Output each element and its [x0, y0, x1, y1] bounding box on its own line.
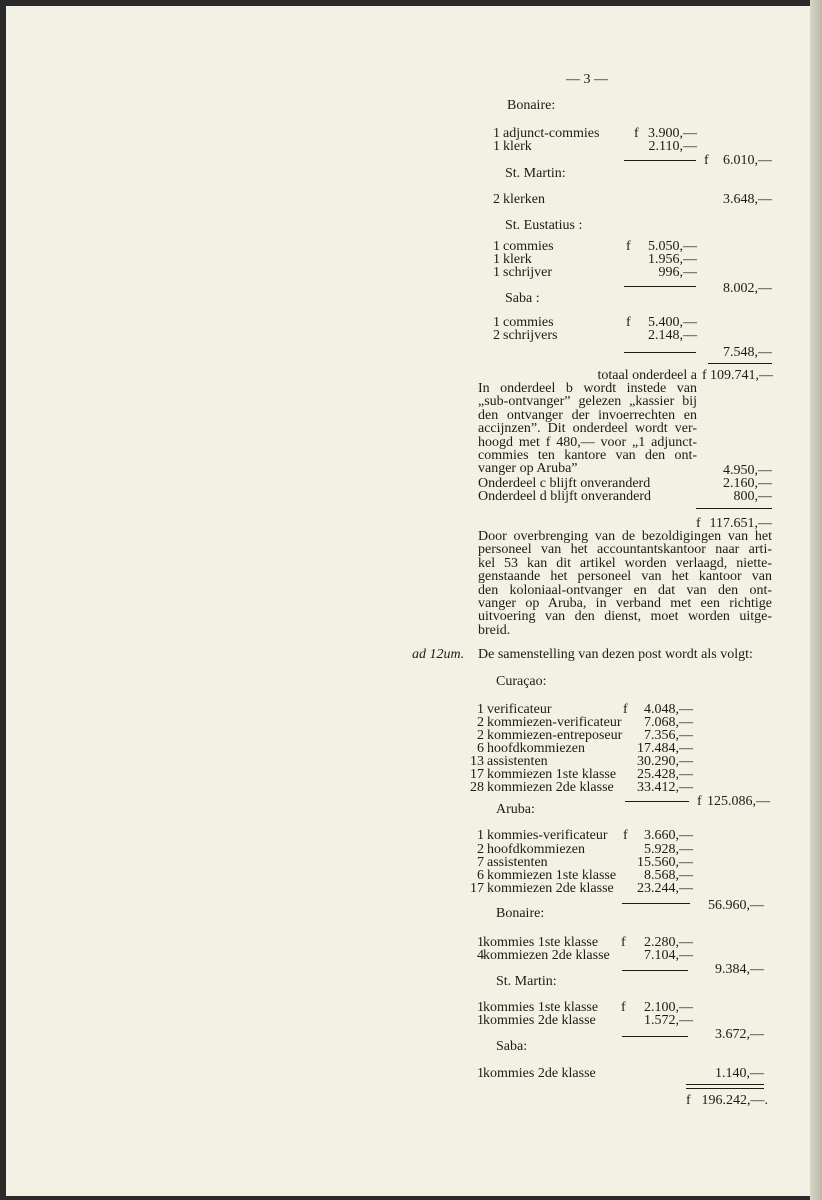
qty: 2 — [493, 328, 500, 343]
margin-note: ad 12um. — [412, 647, 465, 662]
grand-total-amount: 196.242,—. — [701, 1093, 768, 1108]
sum-rule — [625, 801, 689, 802]
total-amount: 109.741,— — [710, 368, 773, 383]
qty: 6 — [477, 741, 484, 756]
subtotal-amount: 125.086,— — [707, 794, 770, 809]
row-label: klerk — [503, 252, 532, 267]
qty: 2 — [477, 715, 484, 730]
row-amount: 30.290,— — [637, 754, 693, 769]
onderdeel-c-label: Onderdeel c blijft onveranderd — [478, 476, 651, 491]
row-amount: 3.660,— — [644, 828, 693, 843]
row-amount: 7.356,— — [644, 728, 693, 743]
section-heading-st-eustatius: St. Eustatius : — [505, 218, 583, 233]
row-amount: 5.400,— — [648, 315, 697, 330]
qty: 1 — [477, 1066, 484, 1081]
qty: 1 — [493, 239, 500, 254]
subtotal-amount: 7.548,— — [723, 345, 772, 360]
paragraph-line: In onderdeel b wordt instede van — [478, 381, 697, 396]
paragraph-line: kel 53 kan dit artikel worden verlaagd, niette- — [478, 555, 772, 571]
page-edge — [810, 0, 822, 1200]
paragraph-line: uitvoering van den dienst, moet worden uitge- — [478, 609, 772, 625]
row-amount: 15.560,— — [637, 855, 693, 870]
row-label: schrijver — [503, 265, 552, 280]
row-label: assistenten — [487, 855, 548, 870]
row-label: kommies-verificateur — [487, 828, 608, 843]
row-amount: 7.068,— — [644, 715, 693, 730]
paragraph-line: vanger op Aruba, in verband met een richtige — [478, 596, 772, 612]
subtotal-amount: 1.140,— — [715, 1066, 764, 1081]
row-amount: 1.572,— — [644, 1013, 693, 1028]
paragraph-line: hoogd met f 480,— voor „1 adjunct- — [478, 434, 697, 450]
row-label: verificateur — [487, 702, 552, 717]
grand-total-amount: 117.651,— — [709, 516, 772, 531]
row-label: commies — [503, 239, 554, 254]
paragraph-line: commies ten kantore van den ont- — [478, 448, 697, 464]
subtotal-amount: 9.384,— — [715, 962, 764, 977]
paragraph-line: personeel van het accountantskantoor naar arti- — [478, 542, 772, 558]
florin-sign: f — [634, 126, 639, 141]
sum-rule — [624, 352, 696, 353]
section-heading-st-martin: St. Martin: — [496, 974, 557, 989]
row-label: hoofdkommiezen — [487, 842, 585, 857]
row-amount: 25.428,— — [637, 767, 693, 782]
total-rule — [686, 1084, 764, 1085]
florin-sign: f — [697, 794, 702, 809]
row-label: klerk — [503, 139, 532, 154]
row-label: kommies 2de klasse — [483, 1013, 596, 1028]
subtotal-amount: 3.648,— — [723, 192, 772, 207]
section-heading-saba: Saba: — [496, 1039, 528, 1054]
row-amount: 2.100,— — [644, 1000, 693, 1015]
florin-sign: f — [623, 702, 628, 717]
qty: 7 — [477, 855, 484, 870]
qty: 1 — [477, 1000, 484, 1015]
page-number: — 3 — — [566, 72, 608, 87]
row-amount: 7.104,— — [644, 948, 693, 963]
florin-sign: f — [686, 1093, 691, 1108]
qty: 6 — [477, 868, 484, 883]
florin-sign: f — [621, 935, 626, 950]
qty: 1 — [493, 265, 500, 280]
row-label: assistenten — [487, 754, 548, 769]
row-label: kommiezen 2de klasse — [487, 881, 614, 896]
qty: 2 — [493, 192, 500, 207]
qty: 17 — [470, 881, 484, 896]
paragraph-line: accijnzen”. Dit onderdeel wordt ver- — [478, 421, 697, 437]
section-heading-aruba: Aruba: — [496, 802, 535, 817]
row-label: kommiezen 1ste klasse — [487, 767, 617, 782]
onderdeel-b-paragraph — [478, 382, 697, 476]
total-rule — [708, 363, 772, 364]
subtotal-amount: 3.672,— — [715, 1027, 764, 1042]
row-amount: 5.050,— — [648, 239, 697, 254]
florin-sign: f — [704, 153, 709, 168]
qty: 2 — [477, 728, 484, 743]
paragraph-line: genstaande het personeel van het kantoor van — [478, 569, 772, 585]
row-amount: 4.048,— — [644, 702, 693, 717]
row-label: kommiezen 1ste klasse — [487, 868, 617, 883]
row-amount: 1.956,— — [648, 252, 697, 267]
subtotal-amount: 6.010,— — [723, 153, 772, 168]
florin-sign: f — [626, 315, 631, 330]
onderdeel-b-amount: 4.950,— — [723, 463, 772, 478]
section-heading-saba: Saba : — [505, 291, 540, 306]
qty: 1 — [477, 935, 484, 950]
sum-rule — [624, 160, 696, 161]
paragraph-line: „sub-ontvanger” gelezen „kassier bij — [478, 394, 697, 410]
total-rule — [686, 1088, 764, 1089]
row-amount: 996,— — [658, 265, 697, 280]
section-intro: De samenstelling van dezen post wordt als volgt: — [478, 647, 753, 662]
row-label: adjunct-commies — [503, 126, 600, 141]
row-label: kommies 2de klasse — [483, 1066, 596, 1081]
qty: 4 — [477, 948, 484, 963]
qty: 1 — [493, 139, 500, 154]
onderdeel-d-label: Onderdeel d blijft onveranderd — [478, 489, 651, 504]
qty: 2 — [477, 842, 484, 857]
paragraph-line: den koloniaal-ontvanger en dat van den ont- — [478, 582, 772, 598]
qty: 1 — [493, 315, 500, 330]
section-heading-bonaire: Bonaire: — [507, 98, 556, 113]
subtotal-amount: 56.960,— — [708, 898, 764, 913]
qty: 1 — [477, 702, 484, 717]
florin-sign: f — [702, 368, 707, 383]
florin-sign: f — [626, 239, 631, 254]
florin-sign: f — [623, 828, 628, 843]
subtotal-amount: 8.002,— — [723, 281, 772, 296]
row-label: kommies 1ste klasse — [483, 935, 599, 950]
qty: 1 — [493, 126, 500, 141]
row-amount: 17.484,— — [637, 741, 693, 756]
row-amount: 2.148,— — [648, 328, 697, 343]
florin-sign: f — [621, 1000, 626, 1015]
row-label: kommies 1ste klasse — [483, 1000, 599, 1015]
row-amount: 8.568,— — [644, 868, 693, 883]
sum-rule — [624, 286, 696, 287]
row-label: klerken — [503, 192, 545, 207]
row-amount: 2.280,— — [644, 935, 693, 950]
row-amount: 5.928,— — [644, 842, 693, 857]
sum-rule — [622, 903, 690, 904]
section-heading-curacao: Curaçao: — [496, 674, 547, 689]
total-label: totaal onderdeel a — [597, 368, 697, 383]
paragraph-line: Door overbrenging van de bezoldigingen van het — [478, 529, 772, 544]
row-amount: 23.244,— — [637, 881, 693, 896]
qty: 13 — [470, 754, 484, 769]
onderdeel-c-amount: 2.160,— — [723, 476, 772, 491]
paragraph-line: vanger op Aruba” — [478, 461, 578, 477]
explanation-paragraph — [478, 530, 772, 637]
section-heading-st-martin: St. Martin: — [505, 166, 566, 181]
section-heading-bonaire: Bonaire: — [496, 906, 545, 921]
qty: 1 — [493, 252, 500, 267]
row-label: hoofdkommiezen — [487, 741, 585, 756]
row-label: kommiezen-verificateur — [487, 715, 622, 730]
row-label: commies — [503, 315, 554, 330]
sum-rule — [622, 970, 688, 971]
row-amount: 2.110,— — [648, 139, 697, 154]
row-label: kommiezen 2de klasse — [483, 948, 610, 963]
row-label: kommiezen 2de klasse — [487, 780, 614, 795]
sum-rule — [622, 1036, 688, 1037]
qty: 1 — [477, 828, 484, 843]
qty: 17 — [470, 767, 484, 782]
qty: 1 — [477, 1013, 484, 1028]
paragraph-line: breid. — [478, 622, 511, 638]
row-amount: 3.900,— — [648, 126, 697, 141]
row-label: kommiezen-entreposeur — [487, 728, 623, 743]
qty: 28 — [470, 780, 484, 795]
row-label: schrijvers — [503, 328, 558, 343]
paragraph-line: den ontvanger der invoerrechten en — [478, 407, 697, 423]
row-amount: 33.412,— — [637, 780, 693, 795]
onderdeel-d-amount: 800,— — [733, 489, 772, 504]
total-rule — [696, 508, 772, 509]
florin-sign: f — [696, 516, 701, 531]
